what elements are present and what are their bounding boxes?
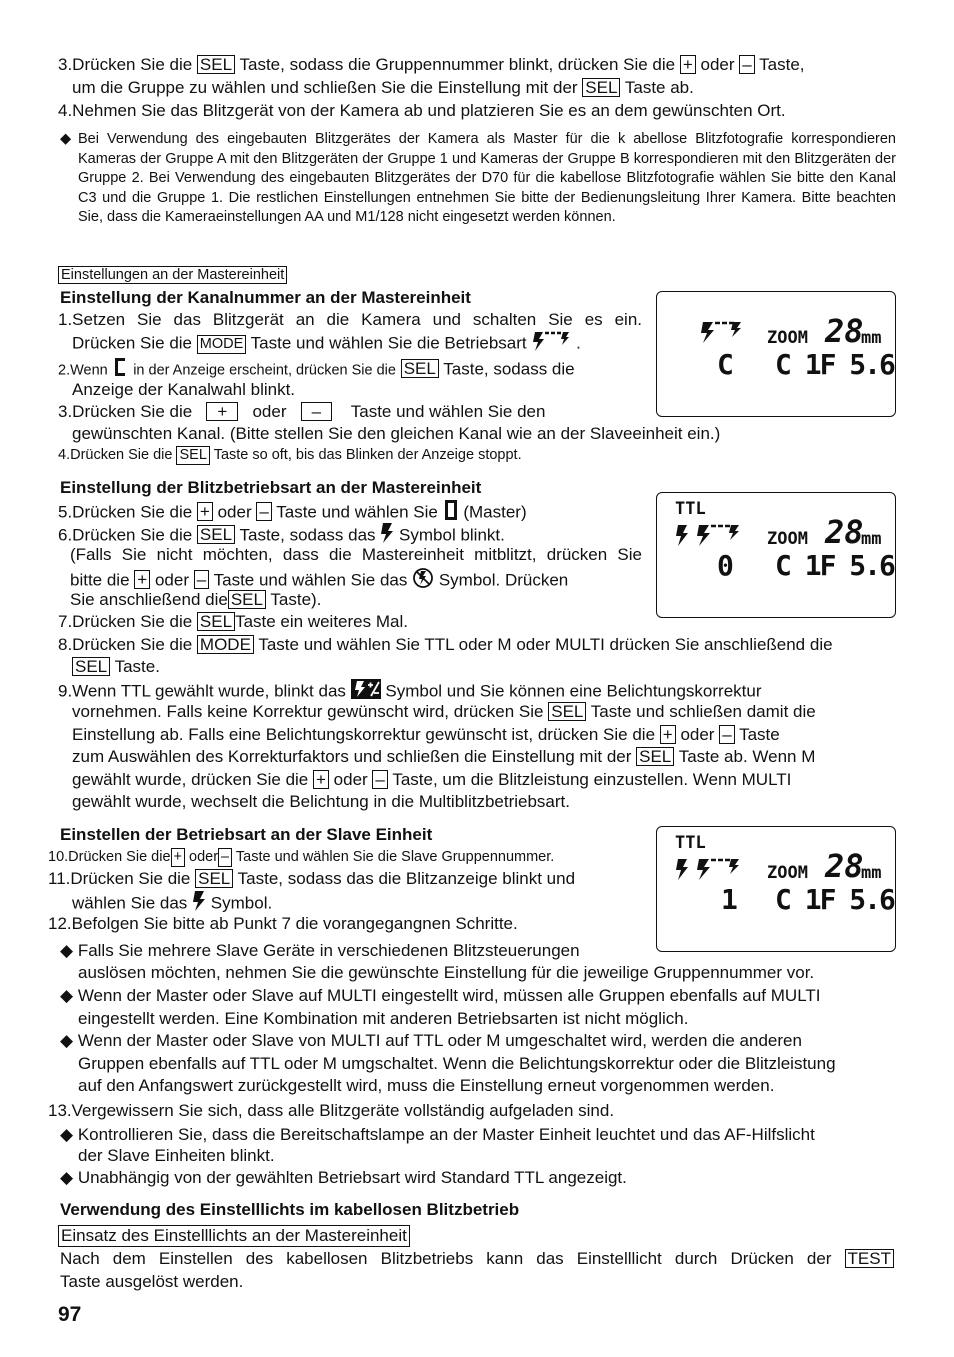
s2-line-11 xyxy=(72,724,896,746)
group-indicator: 0 xyxy=(717,549,734,582)
text: Taste ab. Wenn M xyxy=(678,747,816,766)
text: oder xyxy=(154,570,189,590)
bullet-4-cont: der Slave Einheiten blinkt. xyxy=(78,1146,275,1165)
mm-label: mm xyxy=(861,328,882,348)
sel-key: SEL xyxy=(176,446,209,465)
text: Taste, sodass das die Blitzanzeige blinkt und xyxy=(237,869,576,888)
s4-line-1 xyxy=(60,1248,894,1270)
channel-readout: C 1F 5.6 xyxy=(775,883,894,916)
text: Symbol blinkt. xyxy=(399,525,505,545)
s1-line-4: Anzeige der Kanalwahl blinkt. xyxy=(72,380,296,399)
s2-line-14: gewählt wurde, wechselt die Belichtung in die Multiblitzbetriebsart. xyxy=(72,792,570,811)
text: Taste, sodass die xyxy=(443,359,575,379)
section-box-heading-2 xyxy=(58,1225,410,1247)
text: Drücken Sie die xyxy=(72,333,193,353)
minus-key: – xyxy=(301,402,332,421)
group-indicator: 1 xyxy=(721,883,738,916)
bullet-2 xyxy=(60,985,896,1007)
text: . xyxy=(576,333,581,353)
text: Taste, sodass die Gruppennummer blinkt, drücken Sie die xyxy=(239,55,676,74)
bullet-4 xyxy=(60,1124,896,1146)
text: 3.Drücken Sie die xyxy=(58,402,193,421)
plus-key: + xyxy=(206,402,238,421)
minus-key: – xyxy=(719,725,734,744)
s1-line-7 xyxy=(58,444,896,466)
diamond-bullet-icon: ◆ xyxy=(60,131,72,147)
s2-line-3: (Falls Sie nicht möchten, dass die Mastereinheit mitblitzt, drücken Sie xyxy=(70,545,642,564)
text: 2.Wenn xyxy=(58,362,108,379)
section-title-flashmode: Einstellung der Blitzbetriebsart an der Mastereinheit xyxy=(60,478,482,497)
text: oder xyxy=(252,402,287,421)
text: um die Gruppe zu wählen und schließen Sie die Einstellung mit der xyxy=(72,78,578,97)
plus-key: + xyxy=(134,570,150,589)
s2-line-10 xyxy=(72,701,896,723)
wireless-flash-icon xyxy=(699,320,743,344)
zoom-value: 28 xyxy=(825,847,864,885)
step-4: 4.Nehmen Sie das Blitzgerät von der Kamera ab und platzieren Sie es an dem gewünschten Ort. xyxy=(58,101,786,120)
text: oder xyxy=(700,55,735,74)
text: Symbol. xyxy=(210,893,273,913)
sel-key: SEL xyxy=(197,525,235,544)
ttl-label: TTL xyxy=(675,833,706,853)
s1-line-5 xyxy=(58,401,642,423)
mode-key: MODE xyxy=(197,635,254,654)
text: Taste). xyxy=(270,590,322,609)
s2-line-8 xyxy=(72,656,896,678)
diamond-bullet-icon: ◆ xyxy=(60,1031,74,1050)
wireless-flash-icon xyxy=(531,330,571,358)
diamond-bullet-icon: ◆ xyxy=(60,1125,74,1144)
sel-key: SEL xyxy=(548,702,586,721)
channel-readout: C 1F 5.6 xyxy=(775,549,894,582)
text: 5.Drücken Sie die xyxy=(58,502,193,522)
s3-line-4: 12.Befolgen Sie bitte ab Punkt 7 die vorangegangnen Schritte. xyxy=(48,914,518,933)
text: Taste, sodass das xyxy=(239,525,376,545)
s1-line-1: 1.Setzen Sie das Blitzgerät an die Kamera und schalten Sie es ein. xyxy=(58,310,642,329)
text: 8.Drücken Sie die xyxy=(58,635,193,654)
minus-key: – xyxy=(739,55,754,74)
test-key: TEST xyxy=(845,1249,894,1268)
text: vornehmen. Falls keine Korrektur gewünscht wird, drücken Sie xyxy=(72,702,544,721)
step-3-line-1 xyxy=(58,54,896,76)
text: Taste, xyxy=(759,55,805,74)
diamond-bullet-icon: ◆ xyxy=(60,941,74,960)
bullet-2-cont: eingestellt werden. Eine Kombination mit anderen Betriebsarten ist nicht möglich. xyxy=(78,1009,689,1028)
text: Taste und schließen damit die xyxy=(590,702,816,721)
lcd-display-master xyxy=(656,492,896,618)
text: (Master) xyxy=(463,502,527,522)
page-number: 97 xyxy=(58,1303,82,1326)
s2-line-7 xyxy=(58,634,896,656)
flash-mode-icons xyxy=(675,523,741,547)
text: Taste, um die Blitzleistung einzustellen. Wenn MULTI xyxy=(392,770,792,789)
text: Kontrollieren Sie, dass die Bereitschaftslampe an der Master Einheit leuchtet und das AF-Hilfslicht xyxy=(77,1125,815,1144)
plus-key: + xyxy=(660,725,676,744)
minus-key: – xyxy=(194,570,209,589)
mm-label: mm xyxy=(861,529,882,549)
text: 9.Wenn TTL gewählt wurde, blinkt das xyxy=(58,681,346,701)
sel-key: SEL xyxy=(72,657,110,676)
diamond-bullet-icon: ◆ xyxy=(60,1168,74,1187)
sel-key: SEL xyxy=(197,612,235,631)
sel-key: SEL xyxy=(636,747,674,766)
boxed-heading: Einstellungen an der Mastereinheit xyxy=(58,266,287,284)
minus-key: – xyxy=(372,770,387,789)
text: Symbol. Drücken xyxy=(438,570,569,590)
minus-key: – xyxy=(256,502,271,521)
text: Taste ein weiteres Mal. xyxy=(235,612,408,631)
zoom-label: ZOOM xyxy=(767,529,808,549)
boxed-heading: Einsatz des Einstelllichts an der Mastereinheit xyxy=(58,1225,410,1247)
text: zum Auswählen des Korrekturfaktors und schließen die Einstellung mit der xyxy=(72,747,632,766)
text: oder xyxy=(189,849,219,865)
text: 11.Drücken Sie die xyxy=(48,869,191,888)
mm-label: mm xyxy=(861,863,882,883)
sel-key: SEL xyxy=(228,590,266,609)
text: Wenn der Master oder Slave auf MULTI eingestellt wird, müssen alle Gruppen ebenfalls auf MULTI xyxy=(77,986,821,1005)
text: 4.Drücken Sie die xyxy=(58,447,173,463)
s2-line-12 xyxy=(72,746,896,768)
bullet-3-cont-2: auf den Anfangswert zurückgestellt wird, muss die Einstellung erneut vorgenommen werden. xyxy=(78,1076,775,1095)
step-13: 13.Vergewissern Sie sich, dass alle Blitzgeräte vollständig aufgeladen sind. xyxy=(48,1101,615,1120)
bullet-3 xyxy=(60,1030,896,1052)
text: Taste xyxy=(739,725,780,744)
bullet-3-cont-1: Gruppen ebenfalls auf TTL oder M umgschaltet. Wenn die Belichtungskorrektur oder die Blitzleistung xyxy=(78,1054,836,1073)
section-title-modeling-light: Verwendung des Einstelllichts im kabellosen Blitzbetrieb xyxy=(60,1200,520,1219)
section-box-heading xyxy=(58,266,287,284)
text: oder xyxy=(680,725,715,744)
zoom-label: ZOOM xyxy=(767,863,808,883)
text: Taste und wählen Sie das xyxy=(213,570,408,590)
text: 7.Drücken Sie die xyxy=(58,612,193,631)
text: 10.Drücken Sie die xyxy=(48,849,171,865)
text: Symbol und Sie können eine Belichtungskorrektur xyxy=(385,681,762,701)
text: Taste und wählen Sie TTL oder M oder MULTI drücken Sie anschließend die xyxy=(258,635,833,654)
section-title-channel: Einstellung der Kanalnummer an der Mastereinheit xyxy=(60,288,471,307)
minus-key: – xyxy=(218,848,232,867)
note-text: Bei Verwendung des eingebauten Blitzgerätes der Kamera als Master für die k abellose Blitzfotografie korrespondieren Kameras der Gruppe A mit den Blitzgeräten der Gruppe 1 und Kameras der Gruppe B korrespondieren mit den Blitzgeräten der Gruppe 2. Bei Verwendung des eingebauten Blitzgerätes der D70 für die kabellose Blitzfotografie wählen Sie bitte den Kanal C3 und die Gruppe 1. Die restlichen Einstellungen entnehmen Sie bitte der Bedienungsleitung Ihrer Kamera. Bitte beachten Sie, dass die Kameraeinstellungen AA und M1/128 nicht eingesetzt werden können. xyxy=(78,131,896,225)
text: 3.Drücken Sie die xyxy=(58,55,193,74)
zoom-value: 28 xyxy=(825,312,864,350)
text: gewählt wurde, drücken Sie die xyxy=(72,770,309,789)
zoom-label: ZOOM xyxy=(767,328,808,348)
plus-key: + xyxy=(680,55,696,74)
s3-line-2 xyxy=(48,868,648,890)
ttl-label: TTL xyxy=(675,499,706,519)
text: wählen Sie das xyxy=(72,893,188,913)
text: Sie anschließend die xyxy=(70,590,228,609)
bullet-1-cont: auslösen möchten, nehmen Sie die gewünschte Einstellung für die jeweilige Gruppennummer vor. xyxy=(78,963,815,982)
s1-line-6: gewünschten Kanal. (Bitte stellen Sie den gleichen Kanal wie an der Slaveeinheit ein.) xyxy=(72,424,721,443)
text: Taste und wählen Sie die Betriebsart xyxy=(250,333,527,353)
diamond-bullet-icon: ◆ xyxy=(60,986,74,1005)
text: bitte die xyxy=(70,570,130,590)
sel-key: SEL xyxy=(195,869,233,888)
text: Taste. xyxy=(114,657,160,676)
text: Taste und wählen Sie den xyxy=(350,402,546,421)
text: Unabhängig von der gewählten Betriebsart wird Standard TTL angezeigt. xyxy=(77,1168,627,1187)
text: Taste ab. xyxy=(624,78,694,97)
bullet-1 xyxy=(60,940,648,962)
text: Einstellung ab. Falls eine Belichtungskorrektur gewünscht ist, drücken Sie die xyxy=(72,725,656,744)
plus-key: + xyxy=(171,848,185,867)
text: Taste und wählen Sie die Slave Gruppennummer. xyxy=(235,849,555,865)
text: oder xyxy=(333,770,368,789)
plus-key: + xyxy=(313,770,329,789)
text: Taste und wählen Sie xyxy=(276,502,438,522)
sel-key: SEL xyxy=(582,78,620,97)
text: Nach dem Einstellen des kabellosen Blitzbetriebs kann das Einstelllicht durch Drücken der xyxy=(60,1249,832,1268)
section-title-slave: Einstellen der Betriebsart an der Slave Einheit xyxy=(60,825,433,844)
channel-indicator: C xyxy=(717,348,734,381)
text: Taste so oft, bis das Blinken der Anzeige stoppt. xyxy=(213,447,522,463)
text: oder xyxy=(217,502,252,522)
text: Wenn der Master oder Slave von MULTI auf TTL oder M umgeschaltet wird, werden die anderen xyxy=(77,1031,802,1050)
step-3-line-2 xyxy=(72,77,896,99)
flash-mode-icons xyxy=(675,857,741,881)
channel-readout: C 1F 5.6 xyxy=(775,348,894,381)
note-block xyxy=(60,130,896,228)
plus-key: + xyxy=(197,502,213,521)
text: Falls Sie mehrere Slave Geräte in verschiedenen Blitzsteuerungen xyxy=(77,941,580,960)
mode-key: MODE xyxy=(197,335,247,354)
lcd-display-channel xyxy=(656,291,896,417)
text: 6.Drücken Sie die xyxy=(58,525,193,545)
text: in der Anzeige erscheint, drücken Sie die xyxy=(133,362,396,379)
bullet-5 xyxy=(60,1167,896,1189)
sel-key: SEL xyxy=(197,55,235,74)
s4-line-2: Taste ausgelöst werden. xyxy=(60,1272,244,1291)
s2-line-13 xyxy=(72,769,896,791)
lcd-display-slave xyxy=(656,826,896,952)
zoom-value: 28 xyxy=(825,513,864,551)
sel-key: SEL xyxy=(401,359,439,378)
